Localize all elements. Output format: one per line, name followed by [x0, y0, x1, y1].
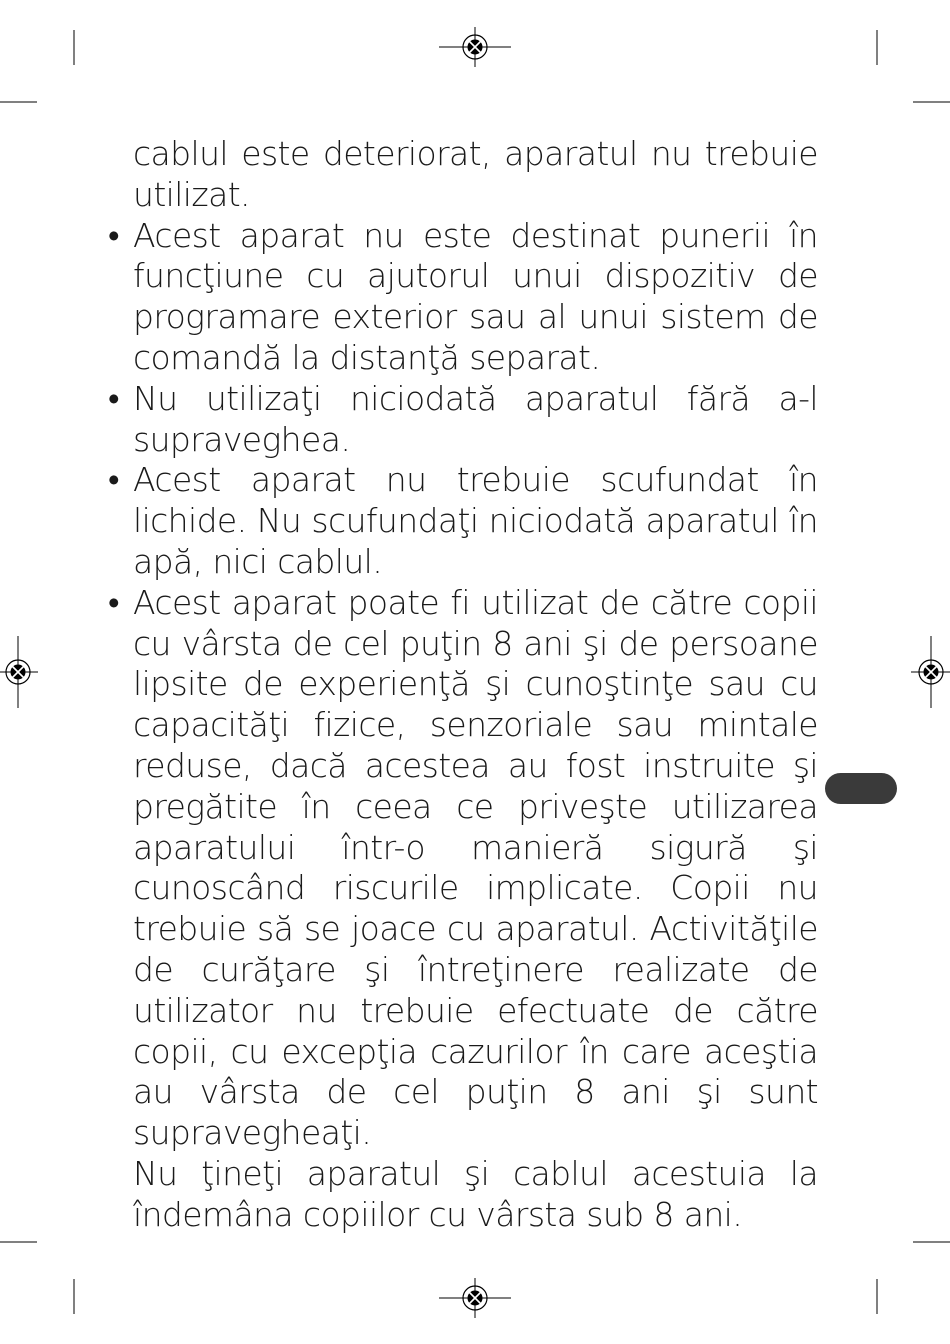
bullet-glyph: •: [108, 460, 119, 500]
safety-instructions-text: [108, 134, 818, 1236]
registration-mark-left: [0, 636, 38, 708]
paragraph-text: Nu ţineţi aparatul şi cablul acestuia la îndemâna copiilor cu vârsta sub 8 ani.: [133, 1153, 818, 1234]
registration-mark-top: [439, 27, 511, 67]
paragraph-text: Acest aparat nu trebuie scufundat în lichide. Nu scufundaţi niciodată aparatul în apă, nici cablul.: [133, 460, 818, 581]
bullet-glyph: •: [108, 582, 119, 622]
thumb-index-tab: [825, 773, 897, 804]
paragraph-text: Acest aparat poate fi utilizat de către copii cu vârsta de cel puţin 8 ani şi de persoane lipsite de experienţă şi cunoştinţe sau cu capacităţi fizice, senzoriale sau mintale reduse, dacă acestea au fost instruite şi pregătite în ceea ce priveşte utilizarea aparatului într-o manieră sigură şi cunoscând riscurile implicate. Copii nu trebuie să se joace cu aparatul. Activităţile de curăţare şi întreţinere realizate de utilizator nu trebuie efectuate de către copii, cu excepţia cazurilor în care aceştia au vârsta de cel puţin 8 ani şi sunt supravegheaţi.: [133, 582, 818, 1153]
bullet-glyph: •: [108, 215, 119, 255]
paragraph-text: Acest aparat nu este destinat punerii în funcţiune cu ajutorul unui dispozitiv de programare exterior sau al unui sistem de comandă la distanţă separat.: [133, 215, 818, 377]
bullet-item-supervision: [108, 379, 818, 461]
registration-mark-right: [911, 636, 950, 708]
bullet-item-immersion: [108, 460, 818, 582]
bullet-glyph: •: [108, 378, 119, 418]
paragraph-text: cablul este deteriorat, aparatul nu trebuie utilizat.: [133, 134, 818, 214]
bullet-item-children-usage: [108, 583, 818, 1154]
registration-mark-bottom: [439, 1278, 511, 1318]
paragraph-text: Nu utilizaţi niciodată aparatul fără a-l supraveghea.: [133, 378, 818, 459]
paragraph-continuation: [108, 134, 818, 216]
bullet-item-remote-control: [108, 216, 818, 379]
paragraph-keep-away: [108, 1154, 818, 1236]
